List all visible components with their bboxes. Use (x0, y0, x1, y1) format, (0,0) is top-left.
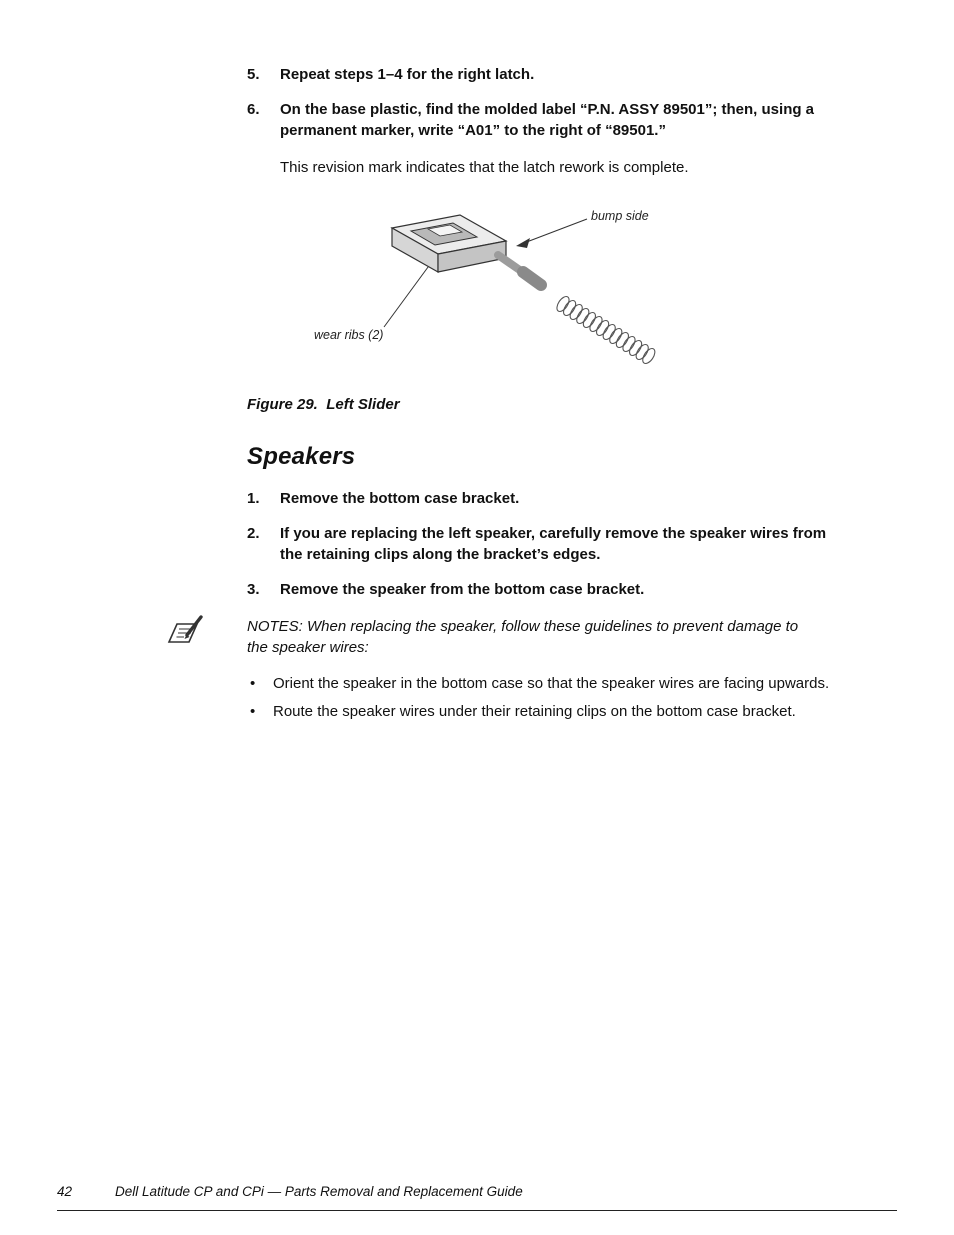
page-number: 42 (57, 1184, 73, 1199)
notes-text: NOTES: When replacing the speaker, follow these guidelines to prevent damage to the speaker wires: (247, 618, 799, 656)
step-number: 1. (247, 490, 260, 507)
footer-title: Dell Latitude CP and CPi — Parts Removal and Replacement Guide (115, 1184, 523, 1199)
numbered-step (247, 64, 867, 85)
figure-caption: Figure 29. Left Slider (247, 396, 400, 413)
bullet-text: Orient the speaker in the bottom case so that the speaker wires are facing upwards. (273, 675, 830, 692)
bullet-marker (247, 673, 273, 694)
step-text: On the base plastic, find the molded label “P.N. ASSY 89501”; then, using a permanent marker, write “A01” to the right of “89501.” (280, 101, 815, 139)
step-number: 5. (247, 66, 260, 83)
numbered-step (247, 488, 867, 509)
step-text: Remove the speaker from the bottom case bracket. (280, 581, 645, 598)
note-pencil-icon (167, 614, 207, 648)
page-content (247, 0, 867, 722)
bullet-item (247, 701, 867, 722)
step-text: Remove the bottom case bracket. (280, 490, 520, 507)
notes-block (247, 616, 807, 658)
slider-diagram-image (310, 206, 670, 374)
body-paragraph: This revision mark indicates that the latch rework is complete. (280, 159, 689, 176)
figure-label-bump-side: bump side (591, 209, 649, 223)
section-title-speakers: Speakers (247, 443, 356, 470)
footer-rule (57, 1210, 897, 1211)
step-text: Repeat steps 1–4 for the right latch. (280, 66, 535, 83)
bullet-marker (247, 701, 273, 722)
page-footer (57, 1184, 523, 1199)
step-number: 2. (247, 525, 260, 542)
numbered-step (247, 523, 867, 565)
figure-label-wear-ribs: wear ribs (2) (314, 328, 384, 342)
numbered-step (247, 99, 867, 141)
step-number: 3. (247, 581, 260, 598)
bullet-list (247, 673, 867, 722)
step-number: 6. (247, 101, 260, 118)
bullet-item (247, 673, 867, 694)
step-text: If you are replacing the left speaker, carefully remove the speaker wires from the retaining clips along the bracket’s edges. (280, 525, 827, 563)
bullet-text: Route the speaker wires under their retaining clips on the bottom case bracket. (273, 703, 796, 720)
numbered-step (247, 579, 867, 600)
figure-left-slider (310, 206, 670, 374)
